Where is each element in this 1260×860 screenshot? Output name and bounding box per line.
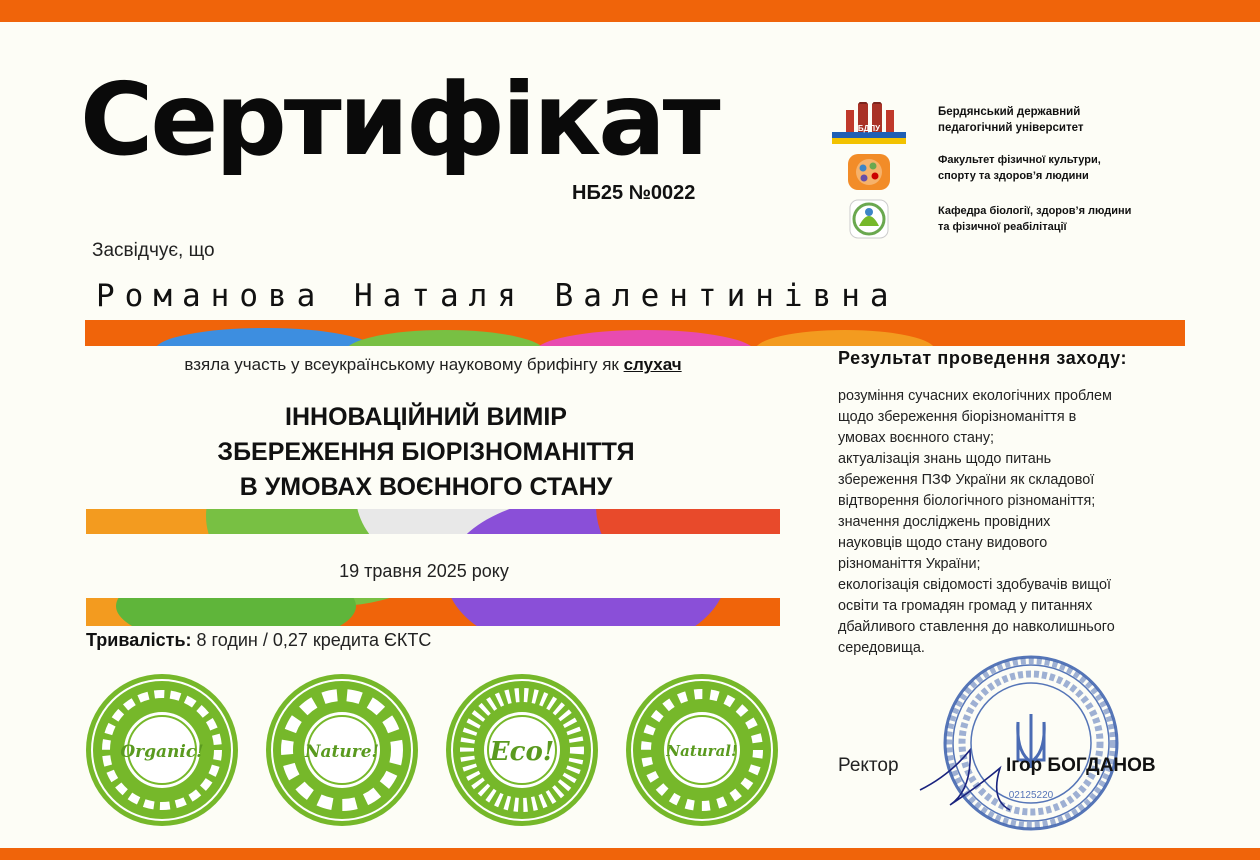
- svg-text:02125220: 02125220: [1008, 790, 1054, 801]
- nature-seal-icon: [266, 674, 418, 826]
- participant-role: слухач: [623, 355, 682, 374]
- svg-text:Eco!: Eco!: [489, 737, 555, 767]
- organic-seal-icon: [86, 674, 238, 826]
- results-line: розуміння сучасних екологічних проблем: [838, 388, 1112, 404]
- results-line: актуалізація знань щодо питань: [838, 451, 1052, 467]
- svg-text:Nature!: Nature!: [304, 742, 380, 762]
- results-line: середовища.: [838, 640, 925, 656]
- event-title: ІННОВАЦІЙНИЙ ВИМІР ЗБЕРЕЖЕННЯ БІОРІЗНОМАНІТТЯ В УМОВАХ ВОЄННОГО СТАНУ: [217, 403, 635, 501]
- natural-seal-icon: [626, 674, 778, 826]
- results-line: екологізація свідомості здобувачів вищої: [838, 577, 1111, 593]
- faculty-logo-icon: [848, 154, 890, 190]
- recipient-name: Романова Наталя Валентинівна: [96, 278, 899, 314]
- eco-seal-icon: [446, 674, 598, 826]
- certificate-title: Сертифікат: [80, 61, 718, 178]
- svg-text:Natural!: Natural!: [666, 742, 738, 760]
- results-line: щодо збереження біорізноманіття в: [838, 409, 1077, 425]
- university-name: Бердянський державний педагогічний університет: [938, 106, 1084, 134]
- university-logos: [828, 102, 910, 242]
- svg-text:БДПУ: БДПУ: [857, 124, 881, 133]
- svg-text:Organic!: Organic!: [120, 742, 204, 762]
- results-line: умовах воєнного стану;: [838, 430, 995, 446]
- certificate-number: НБ25 №0022: [572, 182, 696, 204]
- rector-name: Ігор БОГДАНОВ: [1006, 755, 1156, 776]
- results-line: збереження ПЗФ України як складової: [838, 472, 1095, 488]
- results-line: різноманіття України;: [838, 556, 981, 572]
- results-line: освіти та громадян громад у питаннях: [838, 598, 1093, 614]
- results-line: значення досліджень провідних: [838, 514, 1051, 530]
- event-date: 19 травня 2025 року: [339, 561, 509, 581]
- faculty-name: Факультет фізичної культури, спорту та здоров’я людини: [938, 154, 1101, 182]
- department-logo-icon: [850, 200, 888, 238]
- eco-seals: [84, 672, 784, 832]
- results-list: [838, 386, 1183, 659]
- university-logo-icon: [832, 102, 906, 144]
- results-line: науковців щодо стану видового: [838, 535, 1048, 551]
- participation-text: взяла участь у всеукраїнському науковому брифінгу як слухач: [184, 355, 682, 374]
- results-line: дбайливого ставлення до навколишнього: [838, 619, 1115, 635]
- results-heading: Результат проведення заходу:: [838, 348, 1128, 368]
- event-duration: Тривалість: 8 годин / 0,27 кредита ЄКТС: [86, 630, 432, 650]
- department-name: Кафедра біології, здоров’я людини та фізичної реабілітації: [938, 205, 1132, 233]
- certifies-text: Засвідчує, що: [92, 240, 215, 261]
- top-orange-band: [0, 0, 1260, 22]
- decorative-band: [85, 320, 1185, 346]
- bottom-orange-band: [0, 848, 1260, 860]
- results-line: відтворення біологічного різноманіття;: [838, 493, 1096, 509]
- rector-label: Ректор: [838, 755, 899, 776]
